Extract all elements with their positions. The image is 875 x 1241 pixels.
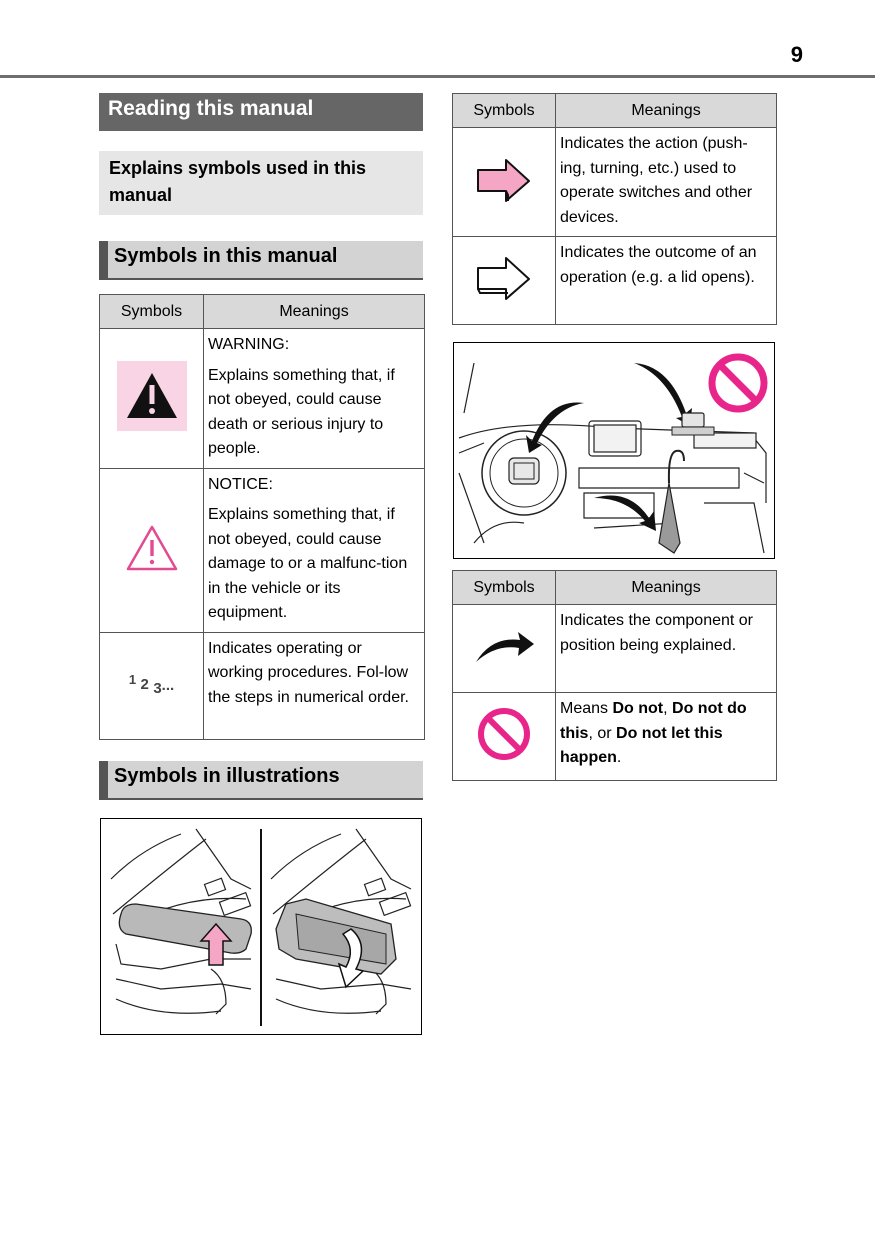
section-heading-manual: Symbols in this manual [99,241,423,280]
header-meanings: Meanings [556,571,777,605]
page-number: 9 [790,42,803,67]
car-interior-illustration [453,342,775,559]
action-arrow-icon [474,155,534,210]
outcome-arrow-icon [474,253,534,308]
header-meanings: Meanings [204,295,425,329]
header-meanings: Meanings [556,94,777,128]
notice-icon [124,523,180,578]
action-arrow-text: Indicates the action (push-ing, turning, etc.) used to operate switches and other devices. [560,135,753,226]
illustration-symbols-table-top [452,93,777,325]
section-heading-illustrations: Symbols in illustrations [99,761,423,800]
prohibit-text: Means Do not, Do not do this, or Do not let this happen. [560,700,747,766]
table-row [453,128,777,237]
header-symbols: Symbols [453,94,556,128]
table-row [453,237,777,325]
page-subtitle: Explains symbols used in this manual [99,151,423,215]
table-row [100,632,425,739]
page-title: Reading this manual [99,93,423,131]
prohibit-sign-illustration [712,357,764,409]
header-symbols: Symbols [453,571,556,605]
warning-icon [117,361,187,436]
outcome-arrow-text: Indicates the outcome of an operation (e.g. a lid opens). [560,244,757,286]
steps-text: Indicates operating or working procedures. Fol-low the steps in numerical order. [208,639,409,706]
steps-symbol: $^1$ 2 3... [128,671,175,697]
table-row [453,605,777,693]
table-row [453,693,777,781]
prohibit-icon [475,705,533,768]
component-arrow-icon [472,626,536,671]
component-arrow-text: Indicates the component or position being explained. [560,612,754,654]
table-row [100,468,425,632]
table-row [100,329,425,469]
warning-label: WARNING: [208,336,290,353]
header-symbols: Symbols [100,295,204,329]
notice-text: Explains something that, if not obeyed, could cause damage to or a malfunc-tion in the vehicle or its equipment. [208,506,408,621]
illustration-symbols-table-bottom [452,570,777,781]
warning-text: Explains something that, if not obeyed, could cause death or serious injury to people. [208,366,395,457]
header-rule [0,75,875,78]
mirror-illustration [100,818,422,1035]
manual-symbols-table [99,294,425,740]
notice-label: NOTICE: [208,475,273,493]
